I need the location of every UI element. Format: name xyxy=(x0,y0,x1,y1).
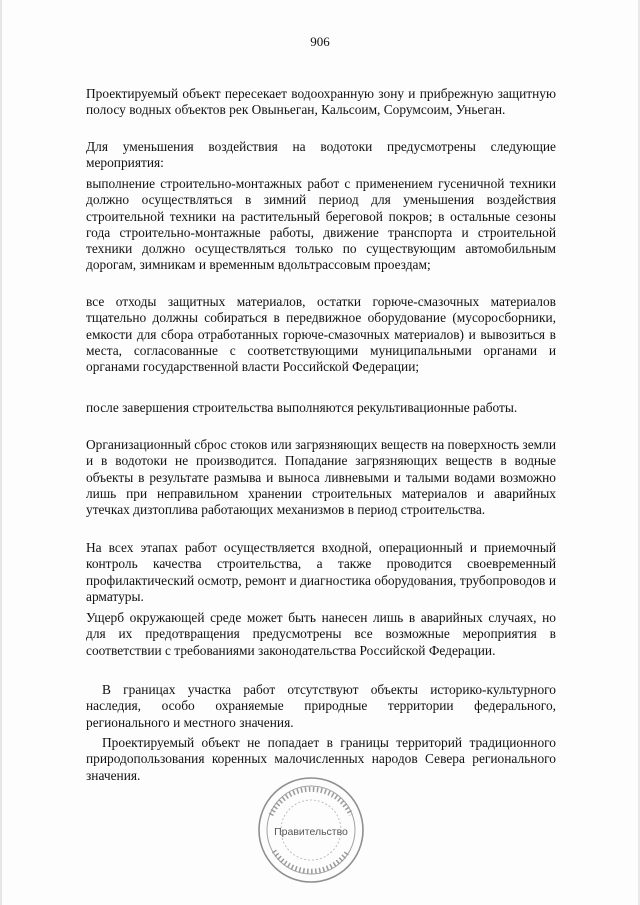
paragraph-5: после завершения строительства выполняются рекультивационные работы. xyxy=(86,400,518,415)
paragraph-8: Ущерб окружающей среде может быть нанесен лишь в аварийных случаях, но для их предотвращения предусмотрены все возможные мероприятия в соответствии с требованиями законодательства Российской Федерации. xyxy=(86,610,556,658)
paragraph-1: Проектируемый объект пересекает водоохранную зону и прибрежную защитную полосу водных объектов рек Овыньеган, Кальсоим, Сорумсоим, Уньеган. xyxy=(86,86,556,118)
paragraph-3: выполнение строительно-монтажных работ с применением гусеничной техники должно осуществляться в зимний период для уменьшения воздействия строительной техники на растительный береговой покров; в остальные сезоны года строительно-монтажные работы, движение транспорта и строительной техники должно осуществляться только по существующим автомобильным дорогам, зимникам и временным вдольтрассовым проездам; xyxy=(86,176,556,273)
page-number: 906 xyxy=(310,34,330,49)
official-seal-stamp xyxy=(256,775,366,885)
scan-edge-left xyxy=(0,0,2,905)
paragraph-9: В границах участка работ отсутствуют объекты историко-культурного наследия, особо охраняемые природные территории федерального, регионального и местного значения. xyxy=(86,682,556,730)
paragraph-6: Организационный сброс стоков или загрязняющих веществ на поверхность земли и в водотоки не производится. Попадание загрязняющих веществ в водные объекты в результате размыва и выноса ливневыми и талыми водами возможно лишь при неправильном хранении строительных материалов и аварийных утечках дизтоплива работающих механизмов в период строительства. xyxy=(86,437,556,518)
paragraph-7: На всех этапах работ осуществляется входной, операционный и приемочный контроль качества строительства, а также проводится своевременный профилактический осмотр, ремонт и диагностика оборудования, трубопроводов и арматуры. xyxy=(86,540,556,604)
paragraph-10: Проектируемый объект не попадает в границы территорий традиционного природопользования коренных малочисленных народов Севера регионального значения. xyxy=(86,735,556,783)
paragraph-2: Для уменьшения воздействия на водотоки предусмотрены следующие мероприятия: xyxy=(86,139,556,171)
paragraph-4: все отходы защитных материалов, остатки горюче-смазочных материалов тщательно должны собираться в передвижное оборудование (мусоросборники, емкости для сбора отработанных горюче-смазочных материалов) и вывозиться в места, согласованные с соответствующими муниципальными органами и органами государственной власти Российской Федерации; xyxy=(86,294,556,375)
seal-center-text: Правительство xyxy=(274,826,348,838)
